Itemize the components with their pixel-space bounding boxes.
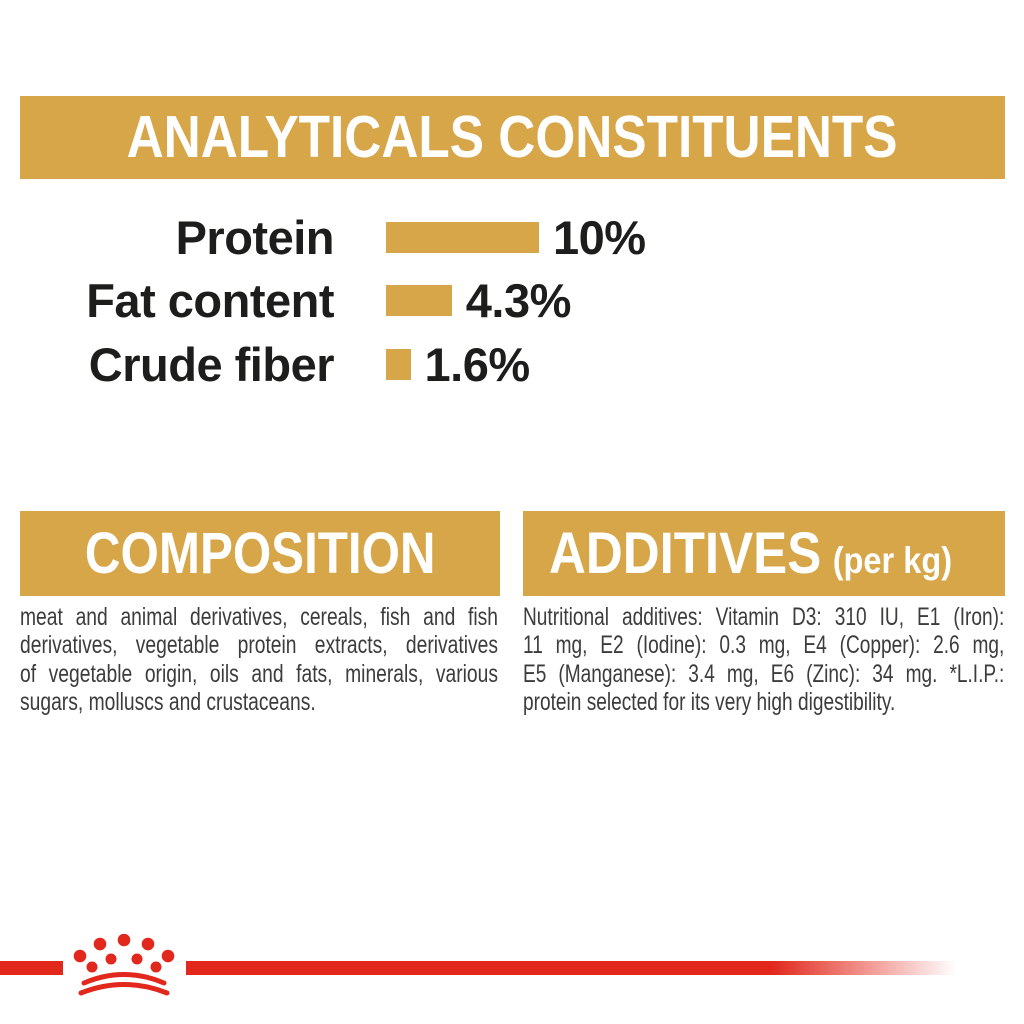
chart-category-label: Fat content: [86, 274, 334, 328]
chart-row: [0, 206, 720, 269]
royal-canin-crown-icon: [70, 934, 178, 1000]
additives-text-line: protein selected for its very high digestibility.: [523, 688, 896, 717]
chart-row: [0, 333, 720, 396]
chart-value-label: 1.6%: [424, 337, 530, 391]
footer-red-line-left: [0, 961, 63, 975]
chart-bar: [386, 222, 539, 253]
additives-text-line: E5 (Manganese): 3.4 mg, E6 (Zinc): 34 mg. *L.I.P.:: [523, 659, 1005, 688]
chart-category-label: Crude fiber: [88, 337, 334, 391]
additives-body: [523, 603, 1005, 717]
composition-banner: [20, 511, 500, 596]
footer-red-line-right: [186, 961, 956, 975]
composition-text-line: sugars, molluscs and crustaceans.: [20, 688, 316, 717]
analyticals-banner: [20, 96, 1005, 179]
additives-text-line: Nutritional additives: Vitamin D3: 310 IU, E1 (Iron):: [523, 603, 1005, 631]
chart-value-label: 10%: [553, 211, 646, 265]
composition-text-line: meat and animal derivatives, cereals, fish and fish: [20, 603, 499, 631]
additives-banner: [523, 511, 1005, 596]
composition-text-line: of vegetable origin, oils and fats, minerals, various: [20, 659, 499, 688]
composition-text-line: derivatives, vegetable protein extracts, derivatives: [20, 631, 499, 660]
chart-bar: [386, 285, 452, 316]
composition-body: [20, 603, 500, 717]
composition-title: COMPOSITION: [84, 520, 436, 586]
chart-category-label: Protein: [175, 211, 334, 265]
additives-title: ADDITIVES: [549, 520, 822, 586]
analyticals-title: ANALYTICALS CONSTITUENTS: [127, 104, 898, 170]
chart-bar: [386, 349, 411, 380]
additives-text-line: 11 mg, E2 (Iodine): 0.3 mg, E4 (Copper): 2.6 mg,: [523, 631, 1005, 660]
chart-row: [0, 269, 720, 332]
analytical-constituents-chart: [0, 206, 720, 396]
additives-subtitle: (per kg): [832, 539, 953, 581]
chart-value-label: 4.3%: [465, 274, 571, 328]
